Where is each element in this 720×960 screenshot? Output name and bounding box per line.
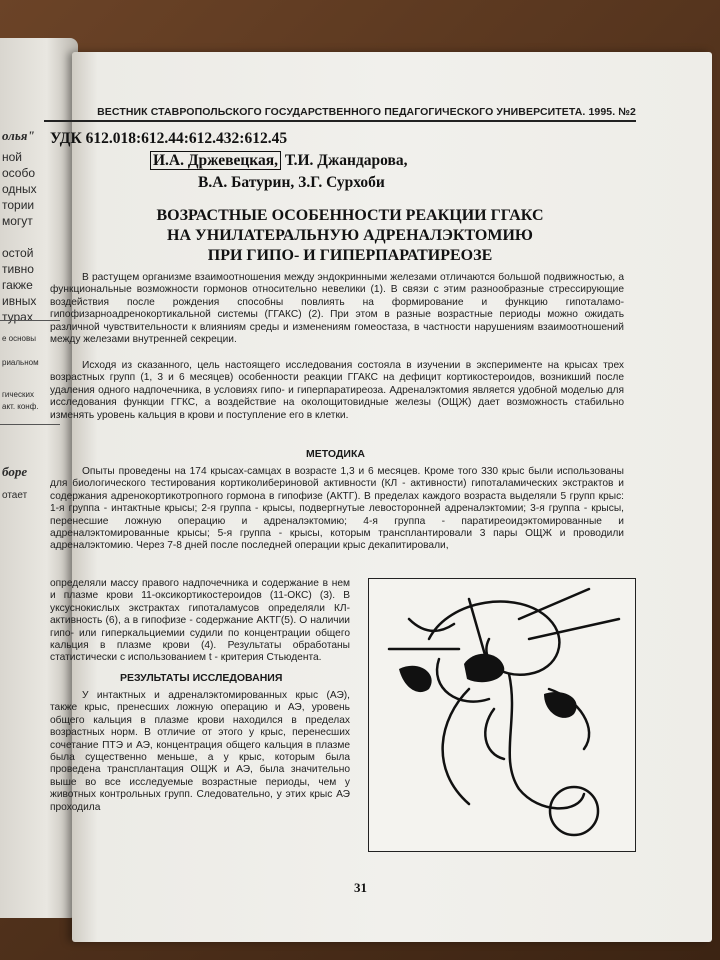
- results-paragraph: У интактных и адреналэктомированных крыс (АЭ), также крыс, пренесших ложную операцию и АЭ, уровень общего кальция в плазме крови находился в пределах возрастных норм. В отличие от этого у крыс, перенесших сочетание ПТЭ и АЭ, концентрация общего кальция в плазме была существенно меньше, а у крыс, которым была проведена трансплантация ОЩЖ и АЭ, была значительно выше во все исследуемые возрастные периоды, чем у животных контрольных групп. Следовательно, у этих крыс АЭ проходила: [50, 690, 350, 813]
- left-page-line: тивно: [2, 262, 34, 276]
- authors-line-2: В.А. Батурин, З.Г. Сурхоби: [198, 174, 385, 191]
- left-page-line: гических: [2, 390, 34, 399]
- left-page-line: е основы: [2, 334, 36, 343]
- intro-paragraph: В растущем организме взаимоотношения между эндокринными железами отличаются большой подвижностью, а функциональные возможности гормонов относительно невелики (1). В связи с этим разнообразные стрессирующие воздействия после рождения способны повлиять на формирование и функцию гипоталамо-гипофизарноадренокортикальной системы (ГГАКС) (2). При этом в разные возрастные периоды можно ожидать различной чувствительности к влияниям среды и изменениям гомеостаза, в частности нарушениям взаимоотношений между железами внутренней секреции.: [50, 272, 624, 346]
- left-page-line: гакже: [2, 278, 33, 292]
- left-page-line: одных: [2, 182, 37, 196]
- methods-heading: МЕТОДИКА: [306, 448, 365, 460]
- left-page-line: боре: [2, 464, 28, 479]
- title-line: ВОЗРАСТНЫЕ ОСОБЕННОСТИ РЕАКЦИИ ГГАКС: [156, 207, 544, 224]
- rat-anatomy-drawing: [369, 579, 635, 851]
- page-number: 31: [354, 880, 367, 895]
- authors-line-1: [150, 152, 407, 170]
- left-page-line: ивных: [2, 294, 37, 308]
- left-page-line: могут: [2, 214, 33, 228]
- results-heading: РЕЗУЛЬТАТЫ ИССЛЕДОВАНИЯ: [120, 672, 283, 684]
- intro-paragraph: Исходя из сказанного, цель настоящего исследования состояла в изучении в эксперименте на крысах трех возрастных групп (1, 3 и 6 месяцев) особенности реакции ГГАКС на дефицит кортикостероидов, возникший после удаления одного надпочечника, в условиях гипо- и гиперпаратиреоза. Адреналэктомия является удобной моделью для исследования функции ГГКС, а воздействие на околощитовидные железы (ОЩЖ) дает возможность стабильно изменять уровень кальция в крови и поступление его в клетки.: [50, 360, 624, 421]
- journal-header: ВЕСТНИК СТАВРОПОЛЬСКОГО ГОСУДАРСТВЕННОГО ПЕДАГОГИЧЕСКОГО УНИВЕРСИТЕТА. 1995. №2: [44, 106, 636, 122]
- title-line: НА УНИЛАТЕРАЛЬНУЮ АДРЕНАЛЭКТОМИЮ: [167, 227, 533, 244]
- left-page-line: тории: [2, 198, 35, 212]
- left-page-rule: [0, 424, 60, 425]
- highlighted-author: И.А. Држевецкая,: [150, 151, 281, 170]
- udk-code: УДК 612.018:612.44:612.432:612.45: [50, 130, 288, 147]
- left-page-line: отает: [2, 490, 28, 501]
- methods-paragraph: Опыты проведены на 174 крысах-самцах в возрасте 1,3 и 6 месяцев. Кроме того 330 крыс были использованы для биологического тестирования кортиколибериновой активности (КЛ - активности) гипоталамических экстрактов и содержания адренокортикотропного гормона в гипофизе (АКТГ). В пределах каждого возраста выделяли 5 групп крыс: 1-я группа - интактные крысы; 2-я группа - крысы, подвергнутые левосторонней адреналэктомии; 3-я группа - крысы, перенесшие ложную операцию и адреналэктомию; 4-я группа - паратиреоидэктомированные и адреналэктомированные крысы; 5-я группа - крысы, которым трансплантировали 3 пары ОЩЖ и проводили адреналэктомию. Через 7-8 дней после последней операции крыс декапитировали,: [50, 466, 624, 552]
- article-title: [80, 206, 620, 266]
- methods-paragraph-continued: определяли массу правого надпочечника и содержание в нем и плазме крови 11-оксикортикостероидов (11-ОКС) (3). В уксуснокислых экстрактах гипоталамусов определяли КЛ-активность (6), а в гипофизе - содержание АКТГ(5). О наличии гипо- или гиперкальциемии судили по концентрации общего кальция в плазме крови (4). Результаты обработаны статистически с использованием t - критерия Стьюдента.: [50, 578, 350, 664]
- title-line: ПРИ ГИПО- И ГИПЕРПАРАТИРЕОЗЕ: [207, 247, 493, 264]
- left-page-line: особо: [2, 166, 36, 180]
- left-page-line: остой: [2, 246, 34, 260]
- left-page-line: олья": [2, 128, 35, 143]
- left-page-line: риальном: [2, 358, 39, 367]
- left-page-line: ной: [2, 150, 23, 164]
- left-page-line: турах: [2, 310, 33, 324]
- anatomical-illustration: [368, 578, 636, 852]
- left-page-line: акт. конф.: [2, 402, 39, 411]
- author-rest: Т.И. Джандарова,: [280, 152, 408, 169]
